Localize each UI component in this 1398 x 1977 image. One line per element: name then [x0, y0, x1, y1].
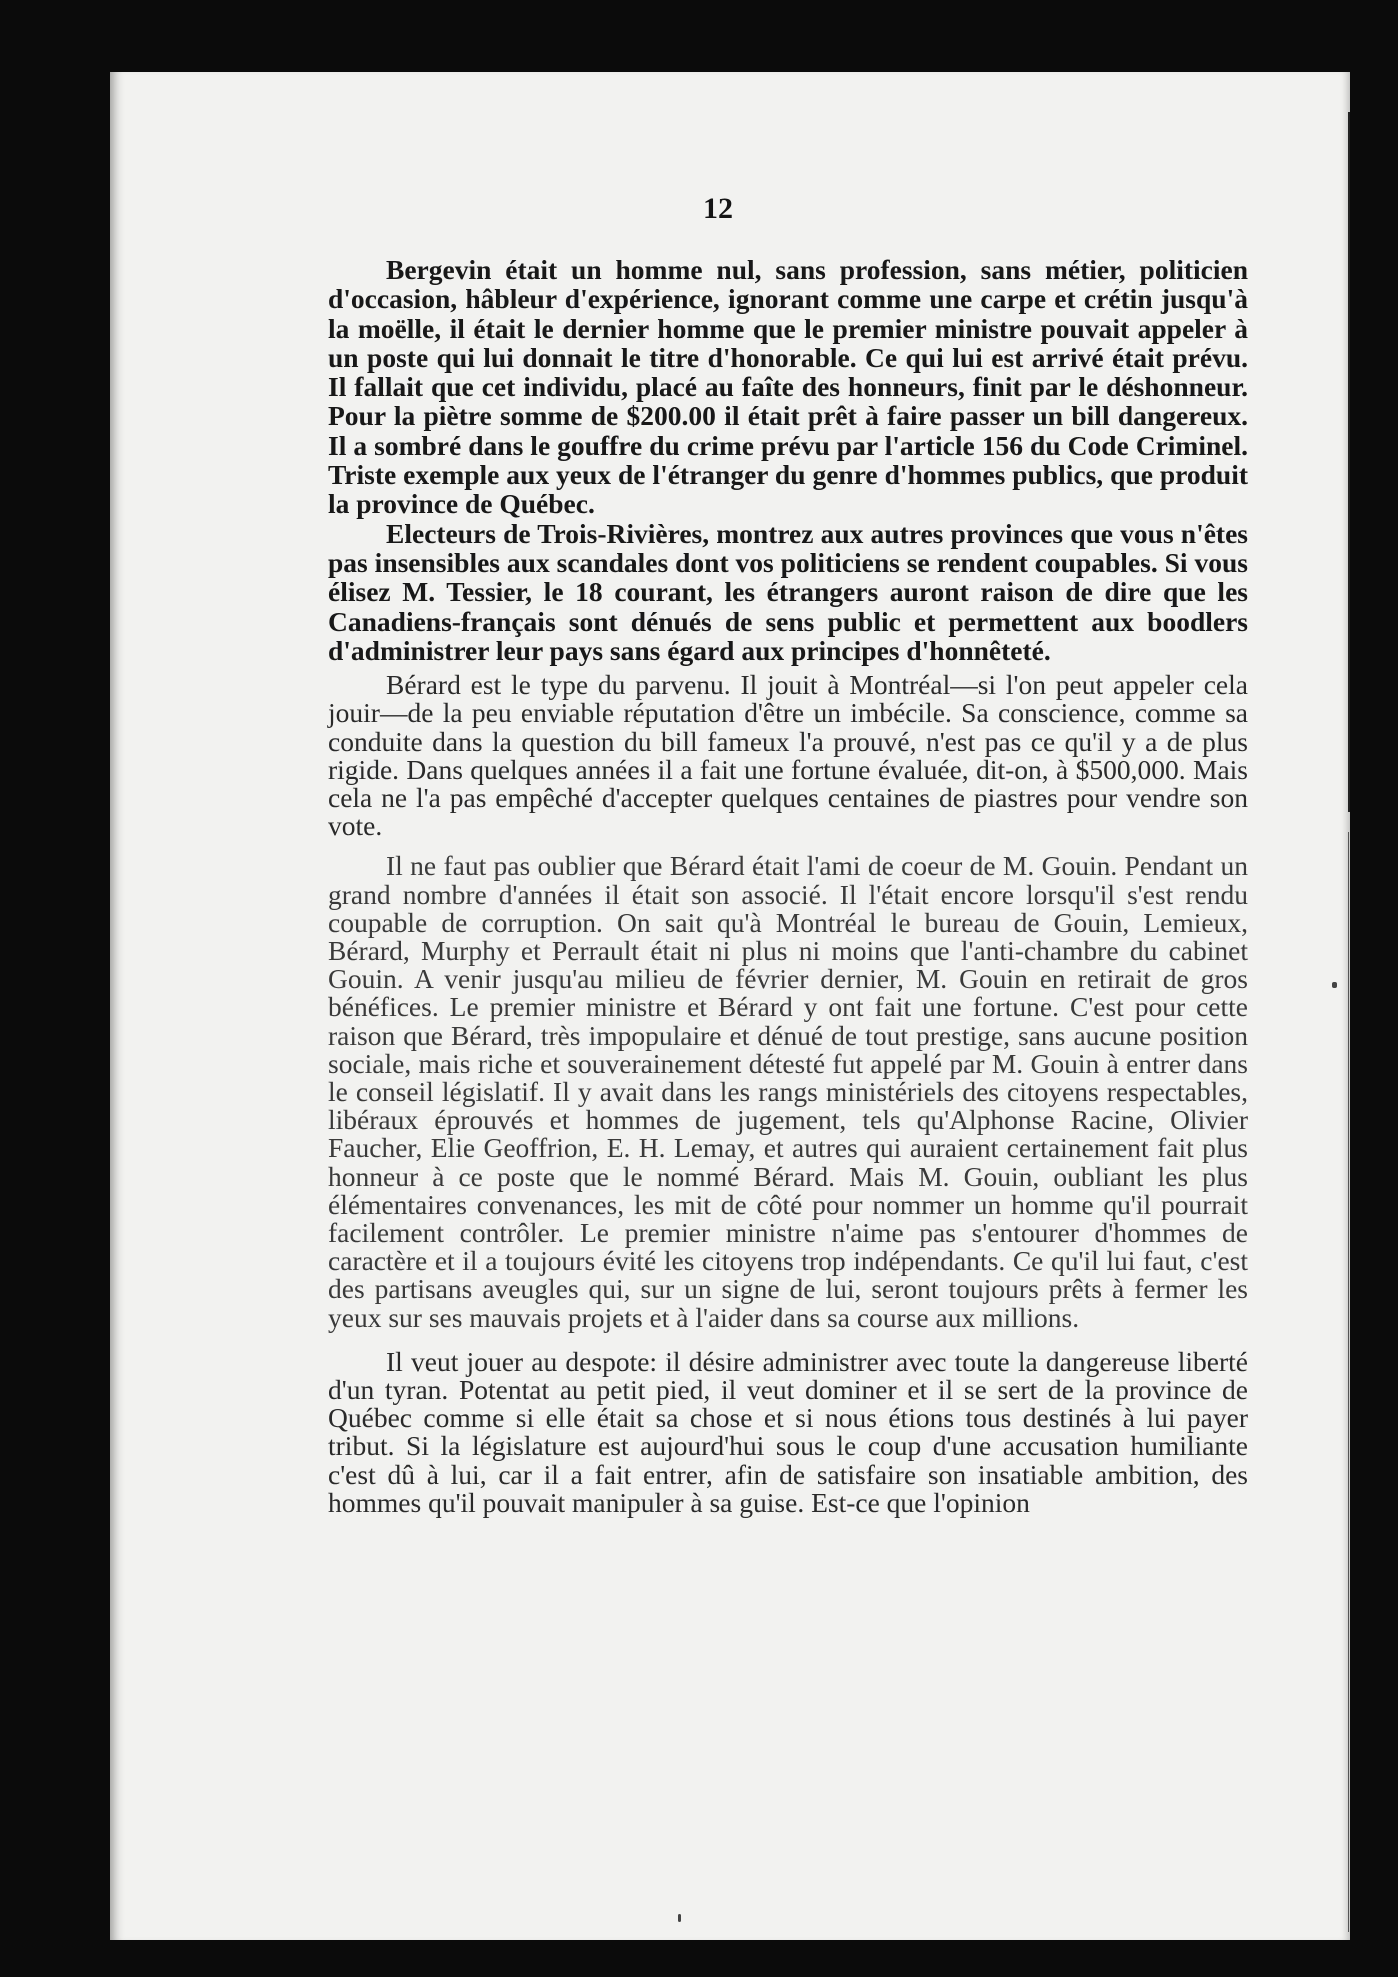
page-edge-rule-lower: [1348, 832, 1349, 1932]
scanned-page: [110, 72, 1350, 1940]
scan-speck: [1332, 982, 1337, 988]
scan-speck: [678, 1914, 681, 1922]
paragraph-3: Bérard est le type du parvenu. Il jouit à Montréal—si l'on peut appeler cela jouir—de la peu enviable réputation d'être un imbécile. Sa conscience, comme sa conduite dans la question du bill fameux l'a prouvé, n'est pas ce qu'il y a de plus rigide. Dans quelques années il a fait une fortune évaluée, dit-on, à $500,000. Mais cela ne l'a pas empêché d'accepter quelques centaines de piastres pour vendre son vote.: [328, 669, 1248, 842]
page-number: 12: [703, 192, 733, 225]
paragraph-5: Il veut jouer au despote: il désire administrer avec toute la dangereuse liberté d'un tyran. Potentat au petit pied, il veut dominer et il se sert de la province de Québec comme si elle était sa chose et si nous étions tous destinés à lui payer tribut. Si la législature est aujourd'hui sous le coup d'une accusation humiliante c'est dû à lui, car il a fait entrer, afin de satisfaire son insatiable ambition, des hommes qu'il pouvait manipuler à sa guise. Est-ce que l'opinion: [328, 1345, 1248, 1518]
paragraph-2: Electeurs de Trois-Rivières, montrez aux autres provinces que vous n'êtes pas insensibles aux scandales dont vos politiciens se rendent coupables. Si vous élisez M. Tessier, le 18 courant, les étrangers auront raison de dire que les Canadiens-français sont dénués de sens public et permettent aux boodlers d'administrer leur pays sans égard aux principes d'honnêteté.: [328, 517, 1248, 666]
paragraph-1: Bergevin était un homme nul, sans profession, sans métier, politicien d'occasion, hâbleur d'expérience, ignorant comme une carpe et crétin jusqu'à la moëlle, il était le dernier homme que le premier ministre pouvait appeler à un poste qui lui donnait le titre d'honorable. Ce qui lui est arrivé était prévu. Il fallait que cet individu, placé au faîte des honneurs, finit par le déshonneur. Pour la piètre somme de $200.00 il était prêt à faire passer un bill dangereux. Il a sombré dans le gouffre du crime prévu par l'article 156 du Code Criminel. Triste exemple aux yeux de l'étranger du genre d'hommes publics, que produit la province de Québec.: [328, 254, 1248, 520]
body-text: [328, 255, 1248, 1517]
paragraph-4: Il ne faut pas oublier que Bérard était l'ami de coeur de M. Gouin. Pendant un grand nombre d'années il était son associé. Il l'était encore lorsqu'il s'est rendu coupable de corruption. On sait qu'à Montréal le bureau de Gouin, Lemieux, Bérard, Murphy et Perrault était ni plus ni moins que l'anti-chambre du cabinet Gouin. A venir jusqu'au milieu de février dernier, M. Gouin en retirait de gros bénéfices. Le premier ministre et Bérard y ont fait une fortune. C'est pour cette raison que Bérard, très impopulaire et dénué de tout prestige, sans aucune position sociale, mais riche et souverainement détesté fut appelé par M. Gouin à entrer dans le conseil législatif. Il y avait dans les rangs ministériels des citoyens respectables, libéraux éprouvés et hommes de jugement, tels qu'Alphonse Racine, Olivier Faucher, Elie Geoffrion, E. H. Lemay, et autres qui auraient certainement fait plus honneur à ce poste que le nommé Bérard. Mais M. Gouin, oubliant les plus élémentaires convenances, les mit de côté pour nommer un homme qu'il pourrait facilement contrôler. Le premier ministre n'aime pas s'entourer d'hommes de caractère et il a toujours évité les citoyens trop indépendants. Ce qu'il lui faut, c'est des partisans aveugles qui, sur un signe de lui, seront toujours prêts à fermer les yeux sur ses mauvais projets et à l'aider dans sa course aux millions.: [328, 850, 1248, 1333]
